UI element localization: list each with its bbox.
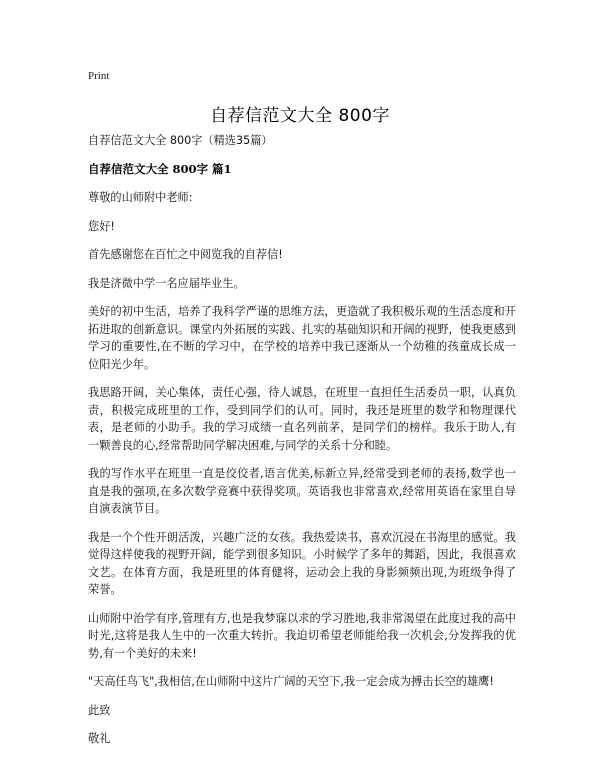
letter-intro: 首先感谢您在百忙之中阅览我的自荐信! <box>88 248 283 261</box>
page-title: 自荐信范文大全 800字 <box>210 106 390 126</box>
document-body <box>88 132 516 759</box>
letter-closing: 此致 <box>88 703 111 717</box>
letter-paragraph: 我是一个个性开朗活泼，兴趣广泛的女孩。我热爱读书，喜欢沉浸在书海里的感觉。我觉得这样使我的视野开阔，能学到很多知识。小时候学了多年的舞蹈，因此，我很喜欢文艺。在体育方面，我是班里的体育健将，运动会上我的身影频频出现,为班级争得了荣誉。 <box>88 530 516 596</box>
section-heading: 自荐信范文大全 800字 篇1 <box>88 161 232 176</box>
print-label: Print <box>88 70 110 82</box>
letter-paragraph: 我思路开阔，关心集体，责任心强，待人诚恳，在班里一直担任生活委员一职，认真负责，积极完成班里的工作，受到同学们的认可。同时，我还是班里的数学和物理课代表，是老师的小助手。我的学习成绩一直名列前茅，是同学们的榜样。我乐于助人,有一颗善良的心,经常帮助同学解决困难,与同学的关系十分和睦。 <box>88 386 516 452</box>
letter-paragraph: 我的写作水平在班里一直是佼佼者,语言优美,标新立异,经常受到老师的表扬,数学也一直是我的强项,在多次数学竞赛中获得奖项。英语我也非常喜欢,经常用英语在家里自导自演表演节目。 <box>88 467 516 515</box>
letter-hello: 您好! <box>88 219 115 233</box>
letter-salutation: 敬礼 <box>88 732 111 745</box>
letter-paragraph: 美好的初中生活，培养了我科学严谨的思维方法，更造就了我积极乐观的生活态度和开拓进取的创新意识。课堂内外拓展的实践、扎实的基础知识和开阔的视野，使我更感到学习的重要性,在不断的学习中，在学校的培养中我已逐渐从一个幼稚的孩童成长成一位阳光少年。 <box>88 305 516 371</box>
letter-greeting: 尊敬的山师附中老师: <box>88 191 193 204</box>
letter-paragraph: "天高任鸟飞",我相信,在山师附中这片广阔的天空下,我一定会成为搏击长空的雄鹰! <box>88 675 494 688</box>
letter-self-intro: 我是济微中学一名应届毕业生。 <box>88 276 245 290</box>
letter-paragraph: 山师附中治学有序,管理有方,也是我梦寐以求的学习胜地,我非常渴望在此度过我的高中时光,这将是我人生中的一次重大转折。我迫切希望老师能给我一次机会,分发挥我的优势,有一个美好的未来! <box>88 611 516 660</box>
document-subtitle: 自荐信范文大全 800字（精选35篇） <box>88 134 273 147</box>
